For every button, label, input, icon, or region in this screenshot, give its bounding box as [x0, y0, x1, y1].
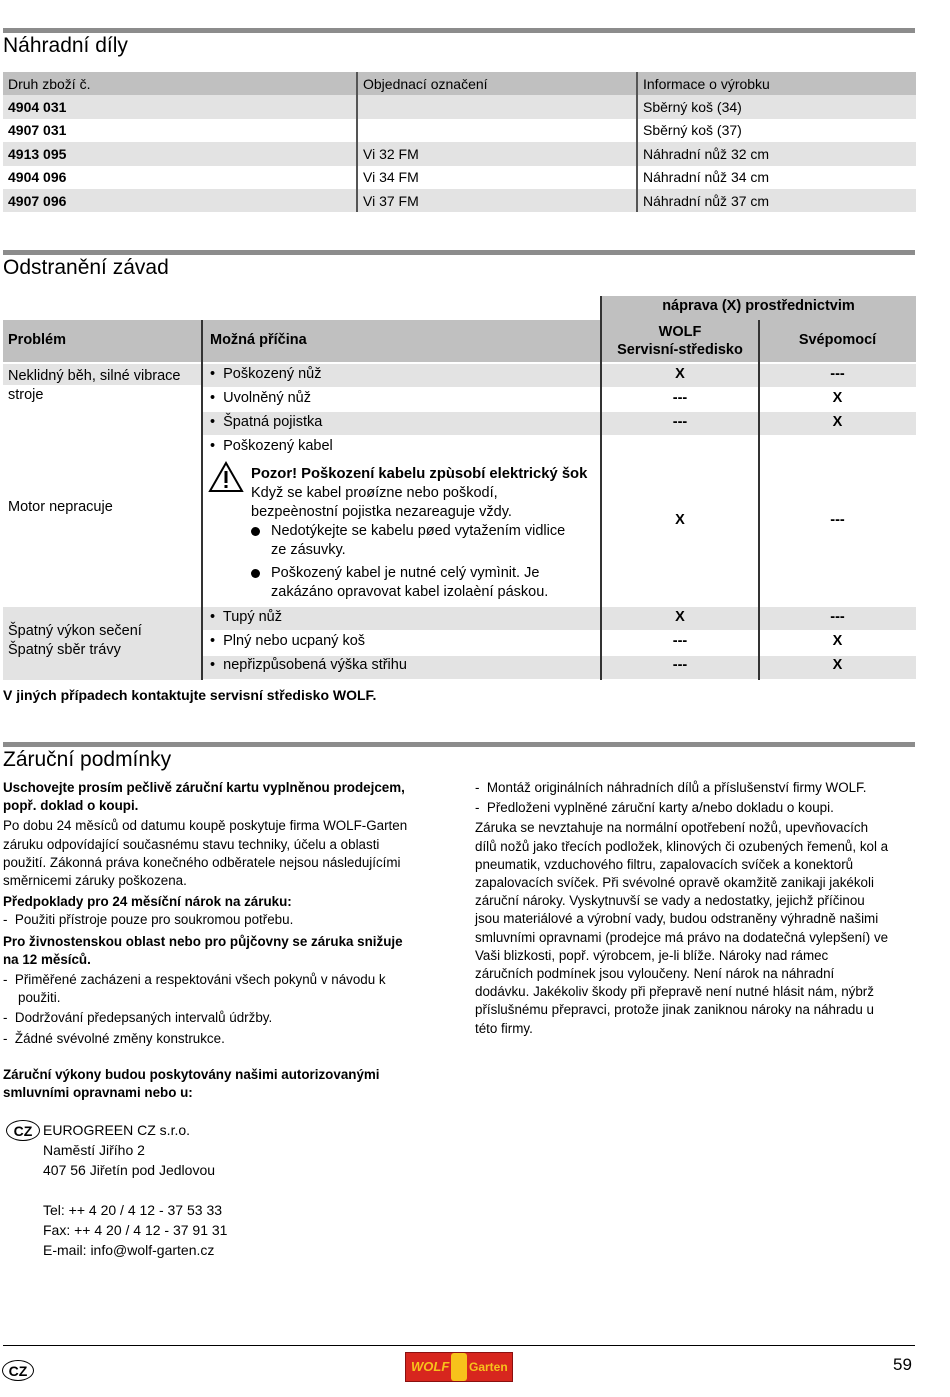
page-number: 59 [893, 1355, 912, 1374]
table-row [3, 95, 916, 118]
header-service: WOLF Servisní-středisko [617, 324, 743, 358]
service-mark: X [675, 609, 685, 625]
list-item: - Předloženi vyplněné záruční karty a/nebo dokladu o koupi. [475, 800, 834, 816]
list-item-text: Použiti přístroje pouze pro soukromou potřebu. [14, 912, 294, 928]
warranty-text: použití. Zákonná práva konečného odběratele nejsou následujícími [3, 854, 401, 870]
self-mark: --- [830, 366, 845, 382]
service-note-line: Záruční výkony budou poskytovány našimi autorizovanými [3, 1067, 380, 1082]
warranty-left-column [3, 779, 453, 1048]
company-name: EUROGREEN CZ s.r.o. [43, 1122, 191, 1138]
product-info: Náhradní nůž 34 cm [637, 166, 916, 189]
list-item: - Přiměřené zacházeni a respektováni všech pokynů v návodu k [3, 972, 386, 988]
warranty-subheading: Předpoklady pro 24 měsíční nárok na záruku: [3, 894, 292, 910]
header-cause: Možná příčina [210, 332, 307, 348]
warranty-text: zapalovacích svíček. Při svévolné opravě okamžitě zanikaji jakékoli [475, 875, 874, 891]
warning-text: bezpeènostní pojistka nezareaguje vždy. [251, 504, 512, 520]
column-divider [201, 320, 203, 680]
service-note-line: smluvními opravnami nebo u: [3, 1085, 193, 1101]
service-mark: --- [672, 414, 688, 430]
list-item-text: Montáž originálních náhradních dílů a příslušenství firmy WOLF. [486, 780, 867, 795]
header-cell: Druh zboží č. [3, 72, 357, 95]
spacer [43, 1180, 227, 1200]
cause-text: Uvolněný nůž [223, 390, 311, 406]
part-number: 4904 096 [3, 166, 357, 189]
cause-item: • Tupý nůž [210, 609, 282, 625]
warranty-intro: Uschovejte prosím pečlivě záruční kartu vyplněnou prodejcem, [3, 780, 405, 795]
list-item-text: Žádné svévolné změny konstrukce. [14, 1030, 225, 1046]
warranty-text: Záruka se nevztahuje na normální opotřebení nožů, upevňovacích [475, 820, 869, 836]
service-note [3, 1066, 463, 1102]
service-mark: --- [672, 633, 688, 649]
order-code [357, 95, 637, 118]
service-mark: --- [672, 657, 688, 673]
cause-text: Špatná pojistka [223, 414, 323, 430]
warranty-text: záručních podmínek jsou vyloučeny. Není nárok na náhradní [475, 966, 835, 982]
warning-text: Když se kabel proøízne nebo poškodí, [251, 485, 498, 501]
warranty-text: Vaši blizkosti, popř. výrobcem, je-li blíže. Nároky nad rámec [475, 947, 829, 963]
fax: Fax: ++ 4 20 / 4 12 - 37 91 31 [43, 1222, 228, 1238]
warning-text: ze zásuvky. [271, 542, 346, 558]
logo-emblem-icon [451, 1353, 467, 1381]
service-mark: X [675, 366, 685, 382]
warranty-text: dílů nožů jako třecích podložek, klinových či ozubených řemenů, kol a [475, 838, 889, 854]
order-code: Vi 32 FM [357, 142, 637, 165]
cause-text: Tupý nůž [222, 609, 282, 625]
warranty-text: Po dobu 24 měsíců od datumu koupě poskytuje firma WOLF-Garten [3, 818, 408, 834]
list-item: - Montáž originálních náhradních dílů a příslušenství firmy WOLF. [475, 780, 867, 795]
product-info: Náhradní nůž 37 cm [637, 189, 916, 212]
table-row [3, 142, 916, 165]
service-mark: X [675, 512, 685, 528]
warranty-text: záruční nároky. Vyskytnuvší se vady a nedostatky, jejichž příčinou [475, 893, 865, 909]
warranty-text: jsou materiálové a výrobní vady, budou odstraněny výhradně našimi [475, 911, 879, 927]
problem-label: Špatný výkon sečení [8, 623, 142, 639]
warning-text: Poškozený kabel je nutné celý vymìnit. Je [271, 565, 540, 581]
logo-wolf: WOLF [411, 1359, 450, 1374]
footer-rule [3, 1345, 915, 1346]
city: 407 56 Jiřetín pod Jedlovou [43, 1162, 216, 1178]
list-item: - Dodržování předepsaných intervalů údržby. [3, 1010, 273, 1026]
warranty-title: Záruční podmínky [3, 748, 172, 771]
list-item-text: Přiměřené zacházeni a respektováni všech pokynů v návodu k [14, 972, 386, 988]
cause-text: Poškozený nůž [223, 366, 322, 382]
service-mark: --- [672, 390, 688, 406]
header-self: Svépomocí [798, 332, 877, 348]
warranty-subheading: na 12 měsíců. [3, 951, 91, 967]
table-row [3, 119, 916, 142]
order-code: Vi 37 FM [357, 189, 637, 212]
warranty-text: příslušnému přepravci, protože jinak zaniknou nároky na náhradu u [475, 1002, 874, 1018]
table-header-row [3, 72, 916, 95]
section-rule [3, 250, 915, 255]
parts-title: Náhradní díly [3, 34, 128, 57]
warranty-text: směrnicemi záruky poškozena. [3, 873, 187, 889]
list-item: - Žádné svévolné změny konstrukce. [3, 1030, 225, 1046]
section-rule [3, 742, 915, 747]
list-item: - Použiti přístroje pouze pro soukromou potřebu. [3, 912, 294, 928]
header-problem: Problém [8, 332, 67, 348]
order-code: Vi 34 FM [357, 166, 637, 189]
phone: Tel: ++ 4 20 / 4 12 - 37 53 33 [43, 1202, 223, 1218]
cause-item: • Plný nebo ucpaný koš [210, 633, 366, 649]
warning-title: Pozor! Poškození kabelu zpùsobí elektrický šok [251, 466, 588, 482]
warranty-text: záruku odpovídající současnému stavu techniky, účelu a oblasti [3, 836, 380, 852]
list-item-text: Předloženi vyplněné záruční karty a/nebo dokladu o koupi. [486, 800, 834, 816]
parts-table [3, 72, 916, 212]
warranty-text: dodávku. Jakékoliv škody při přepravě není nutné hlásit nám, nýbrž [475, 984, 874, 1000]
warranty-right-column [475, 779, 920, 1038]
wolf-garten-logo [405, 1352, 513, 1382]
cause-item: • Špatná pojistka [210, 414, 323, 430]
warning-triangle-icon [208, 461, 244, 493]
self-mark: --- [830, 609, 845, 625]
country-badge: CZ [6, 1120, 40, 1141]
table-row [3, 166, 916, 189]
warranty-text: pneumatik, vzduchového filtru, zapalovacích svíček a konektorů [475, 856, 854, 872]
header-group-label: náprava (X) prostřednictvim [662, 298, 855, 314]
self-mark: X [832, 414, 843, 430]
bullet-dot [251, 569, 260, 578]
warning-text: Nedotýkejte se kabelu pøed vytažením vidlice [271, 523, 566, 539]
email: E-mail: info@wolf-garten.cz [43, 1242, 215, 1258]
warranty-subheading: Pro živnostenskou oblast nebo pro půjčovny se záruka snižuje [3, 933, 403, 949]
self-mark: X [832, 390, 843, 406]
list-item-continuation: použiti. [18, 990, 61, 1006]
header-cell: Informace o výrobku [637, 72, 916, 95]
product-info: Náhradní nůž 32 cm [637, 142, 916, 165]
logo-garten: Garten [469, 1360, 508, 1374]
part-number: 4904 031 [3, 95, 357, 118]
header-cell: Objednací označení [357, 72, 637, 95]
footer-country-badge: CZ [2, 1360, 34, 1381]
problem-label: Motor nepracuje [8, 499, 113, 515]
bullet-dot [251, 527, 260, 536]
cause-text: Poškozený kabel [223, 438, 333, 454]
product-info: Sběrný koš (34) [637, 95, 916, 118]
cause-text: nepřizpůsobená výška střihu [223, 657, 407, 673]
part-number: 4907 096 [3, 189, 357, 212]
warranty-text: smluvními opravnami (prodejce má právo na dodatečná vylepšení) ve [475, 929, 889, 945]
list-item-text: Dodržování předepsaných intervalů údržby. [14, 1010, 273, 1026]
self-mark: X [832, 633, 843, 649]
self-mark: --- [830, 512, 845, 528]
problem-label: Špatný sběr trávy [8, 642, 121, 658]
order-code [357, 119, 637, 142]
street: Namĕstí Jiřího 2 [43, 1142, 145, 1158]
address-block [43, 1120, 227, 1260]
troubleshooting-title: Odstranění závad [3, 256, 169, 279]
warranty-text: této firmy. [475, 1020, 533, 1036]
part-number: 4907 031 [3, 119, 357, 142]
product-info: Sběrný koš (37) [637, 119, 916, 142]
cause-item: • Poškozený nůž [210, 366, 322, 382]
section-rule [3, 28, 915, 33]
table-row [3, 189, 916, 212]
self-mark: X [832, 657, 843, 673]
cause-item: • Poškozený kabel [210, 438, 333, 454]
cause-text: Plný nebo ucpaný koš [223, 633, 366, 649]
problem-label: Neklidný běh, silné vibrace stroje [8, 368, 181, 403]
part-number: 4913 095 [3, 142, 357, 165]
cause-item: • Uvolněný nůž [210, 390, 311, 406]
warranty-intro: popř. doklad o koupi. [3, 798, 139, 814]
footer-note: V jiných případech kontaktujte servisní středisko WOLF. [3, 687, 377, 703]
warning-text: zakázáno opravovat kabel izolaèní páskou. [271, 584, 549, 600]
cause-item: • nepřizpůsobená výška střihu [210, 657, 407, 673]
